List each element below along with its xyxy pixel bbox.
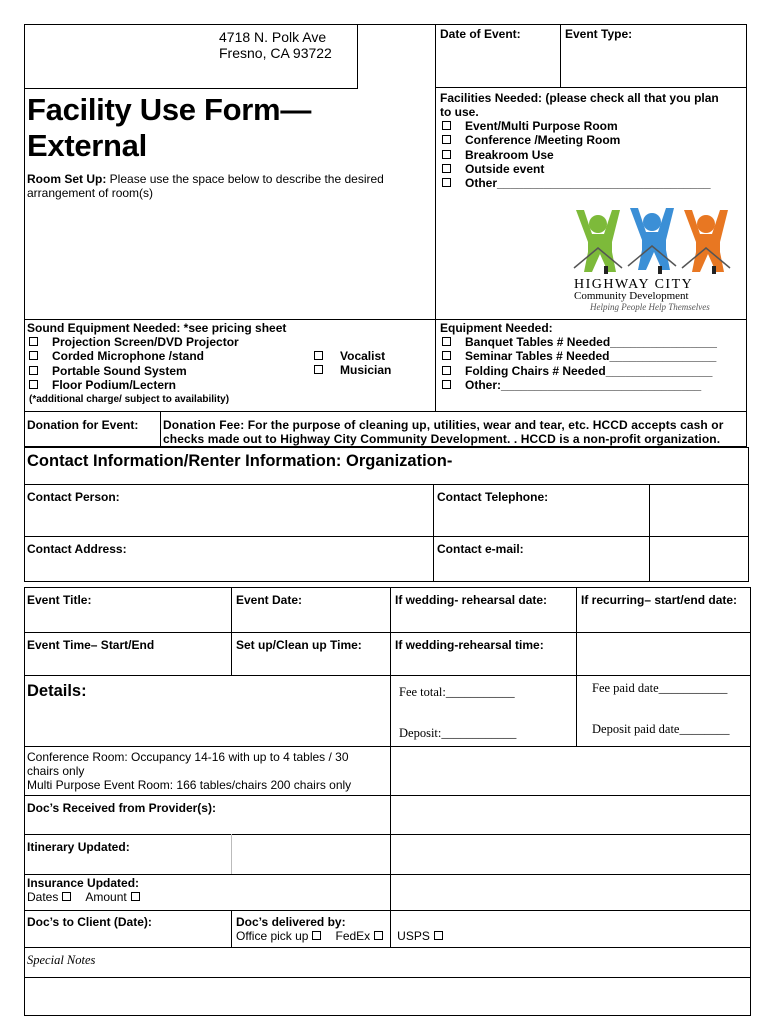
amount-checkbox-icon[interactable] xyxy=(131,892,140,901)
room-setup-desc: Please use the space below to describe the desired xyxy=(106,172,384,186)
event-col1-divider xyxy=(231,587,232,675)
checkbox-icon[interactable] xyxy=(442,150,451,159)
docs-delivered-label: Doc’s delivered by: xyxy=(236,915,346,929)
page-title-line2: External xyxy=(27,128,147,163)
facilities-heading-2: to use. xyxy=(440,105,479,119)
sound-note: (*additional charge/ subject to availability) xyxy=(29,394,230,405)
date-row-bottom xyxy=(435,87,747,88)
rehearsal-time-label: If wedding-rehearsal time: xyxy=(395,638,544,652)
contact-heading-bottom xyxy=(24,484,749,485)
event-time-label: Event Time– Start/End xyxy=(27,638,155,652)
fedex-label: FedEx xyxy=(335,929,371,943)
setup-time-label: Set up/Clean up Time: xyxy=(236,638,362,652)
sound-option[interactable]: Floor Podium/Lectern xyxy=(29,378,239,392)
contact-row-divider xyxy=(24,536,749,537)
event-date-label: Event Date: xyxy=(236,593,303,607)
top-divider-vertical xyxy=(435,24,436,320)
deposit-paid-field[interactable]: Deposit paid date________ xyxy=(592,722,730,736)
checkbox-icon[interactable] xyxy=(442,380,451,389)
insurance-options xyxy=(27,890,140,904)
docs-received-bottom xyxy=(24,834,751,835)
checkbox-icon[interactable] xyxy=(442,121,451,130)
special-notes-divider xyxy=(24,977,751,978)
room-setup-text-2: arrangement of room(s) xyxy=(27,186,154,200)
rooms-line1: Conference Room: Occupancy 14-16 with up to 4 tables / 30 xyxy=(27,750,349,764)
address-cell-divider xyxy=(357,24,358,89)
donation-label: Donation for Event: xyxy=(27,418,139,432)
room-setup-label: Room Set Up: xyxy=(27,172,107,186)
sound-option[interactable]: Vocalist xyxy=(314,349,391,363)
insurance-bottom xyxy=(24,910,751,911)
delivery-options xyxy=(236,929,443,943)
details-bottom xyxy=(24,746,751,747)
logo-tagline: Helping People Help Themselves xyxy=(590,302,710,312)
docs-client-divider xyxy=(231,910,232,947)
sound-option[interactable]: Portable Sound System xyxy=(29,364,239,378)
docs-client-bottom xyxy=(24,947,751,948)
itinerary-bottom xyxy=(24,874,751,875)
equipment-option[interactable]: Seminar Tables # Needed________________ xyxy=(442,349,717,363)
sound-list xyxy=(29,335,239,392)
checkbox-icon[interactable] xyxy=(314,351,323,360)
checkbox-icon[interactable] xyxy=(314,365,323,374)
rooms-line2: chairs only xyxy=(27,764,85,778)
checkbox-icon[interactable] xyxy=(29,337,38,346)
sound-heading: Sound Equipment Needed: *see pricing sheet xyxy=(27,321,287,335)
logo-sub: Community Development xyxy=(574,290,689,302)
contact-person-input[interactable] xyxy=(26,504,430,534)
donation-divider xyxy=(160,411,161,447)
contact-mid-divider xyxy=(433,484,434,582)
facilities-heading-1: Facilities Needed: (please check all that you plan xyxy=(440,91,719,105)
checkbox-icon[interactable] xyxy=(442,178,451,187)
room-setup-area[interactable] xyxy=(26,202,431,318)
insurance-label: Insurance Updated: xyxy=(27,876,140,890)
address-line1: 4718 N. Polk Ave xyxy=(219,29,327,45)
event-col3-divider xyxy=(576,587,577,675)
sound-option[interactable]: Corded Microphone /stand xyxy=(29,349,239,363)
checkbox-icon[interactable] xyxy=(442,337,451,346)
sound-list-right xyxy=(314,349,391,378)
checkbox-icon[interactable] xyxy=(442,135,451,144)
details-heading: Details: xyxy=(27,682,87,700)
deposit-field[interactable]: Deposit:____________ xyxy=(399,726,517,740)
highway-city-logo xyxy=(570,208,735,318)
equipment-option[interactable]: Other:______________________________ xyxy=(442,378,717,392)
event-col2-divider xyxy=(390,587,391,947)
logo-name: HIGHWAY CITY xyxy=(574,277,694,292)
usps-checkbox-icon[interactable] xyxy=(434,931,443,940)
facility-option[interactable]: Breakroom Use xyxy=(442,148,711,162)
special-notes-label: Special Notes xyxy=(27,953,96,967)
contact-telephone-label: Contact Telephone: xyxy=(437,490,549,504)
room-setup-text xyxy=(27,172,384,186)
contact-telephone-input[interactable] xyxy=(436,504,646,534)
donation-text-2: checks made out to Highway City Community Development. . HCCD is a non-profit organization. xyxy=(163,432,721,446)
fee-paid-field[interactable]: Fee paid date___________ xyxy=(592,681,728,695)
address-cell-bottom xyxy=(24,88,358,89)
checkbox-icon[interactable] xyxy=(442,164,451,173)
equipment-heading: Equipment Needed: xyxy=(440,321,553,335)
event-type-divider xyxy=(560,24,561,87)
details-fee-divider xyxy=(576,675,577,747)
checkbox-icon[interactable] xyxy=(29,366,38,375)
facility-option[interactable]: Conference /Meeting Room xyxy=(442,133,711,147)
dates-label: Dates xyxy=(27,890,59,904)
contact-address-input[interactable] xyxy=(26,556,430,580)
date-of-event-label: Date of Event: xyxy=(440,27,521,41)
checkbox-icon[interactable] xyxy=(29,380,38,389)
checkbox-icon[interactable] xyxy=(442,351,451,360)
page-title-line1: Facility Use Form— xyxy=(27,92,312,127)
contact-heading: Contact Information/Renter Information: Organization- xyxy=(27,452,453,470)
usps-label: USPS xyxy=(397,929,430,943)
facility-option[interactable]: Event/Multi Purpose Room xyxy=(442,119,711,133)
equipment-option[interactable]: Banquet Tables # Needed________________ xyxy=(442,335,717,349)
equipment-option[interactable]: Folding Chairs # Needed________________ xyxy=(442,364,717,378)
contact-address-label: Contact Address: xyxy=(27,542,127,556)
sound-option[interactable]: Musician xyxy=(314,363,391,377)
address-line2: Fresno, CA 93722 xyxy=(219,45,332,61)
event-row1-bottom xyxy=(24,632,751,633)
page-title xyxy=(27,92,311,164)
special-notes-input[interactable] xyxy=(26,979,748,1014)
donation-text-1: Donation Fee: For the purpose of cleaning up, utilities, wear and tear, etc. HCCD accepts cash or xyxy=(163,418,724,432)
contact-email-label: Contact e-mail: xyxy=(437,542,524,556)
facility-option[interactable]: Outside event xyxy=(442,162,711,176)
amount-label: Amount xyxy=(85,890,127,904)
itinerary-label: Itinerary Updated: xyxy=(27,840,130,854)
office-pickup-label: Office pick up xyxy=(236,929,309,943)
itinerary-inner-divider xyxy=(231,834,232,874)
office-pickup-checkbox-icon[interactable] xyxy=(312,931,321,940)
contact-person-label: Contact Person: xyxy=(27,490,120,504)
equipment-list xyxy=(442,335,717,392)
rooms-line3: Multi Purpose Event Room: 166 tables/chairs 200 chairs only xyxy=(27,778,352,792)
event-type-label: Event Type: xyxy=(565,27,633,41)
sound-option[interactable]: Projection Screen/DVD Projector xyxy=(29,335,239,349)
checkbox-icon[interactable] xyxy=(29,351,38,360)
people-houses-icon xyxy=(570,208,735,278)
docs-received-label: Doc’s Received from Provider(s): xyxy=(27,801,216,815)
equipment-divider xyxy=(435,319,436,412)
recurring-label: If recurring– start/end date: xyxy=(581,593,738,607)
facility-option[interactable]: Other________________________________ xyxy=(442,176,711,190)
facilities-list xyxy=(442,119,711,190)
rehearsal-date-label: If wedding- rehearsal date: xyxy=(395,593,548,607)
contact-right-divider xyxy=(649,484,650,582)
dates-checkbox-icon[interactable] xyxy=(62,892,71,901)
event-row2-bottom xyxy=(24,675,751,676)
fee-total-field[interactable]: Fee total:___________ xyxy=(399,685,515,699)
checkbox-icon[interactable] xyxy=(442,366,451,375)
docs-client-label: Doc’s to Client (Date): xyxy=(27,915,152,929)
fedex-checkbox-icon[interactable] xyxy=(374,931,383,940)
contact-email-input[interactable] xyxy=(436,556,646,580)
rooms-bottom xyxy=(24,795,751,796)
event-title-label: Event Title: xyxy=(27,593,92,607)
